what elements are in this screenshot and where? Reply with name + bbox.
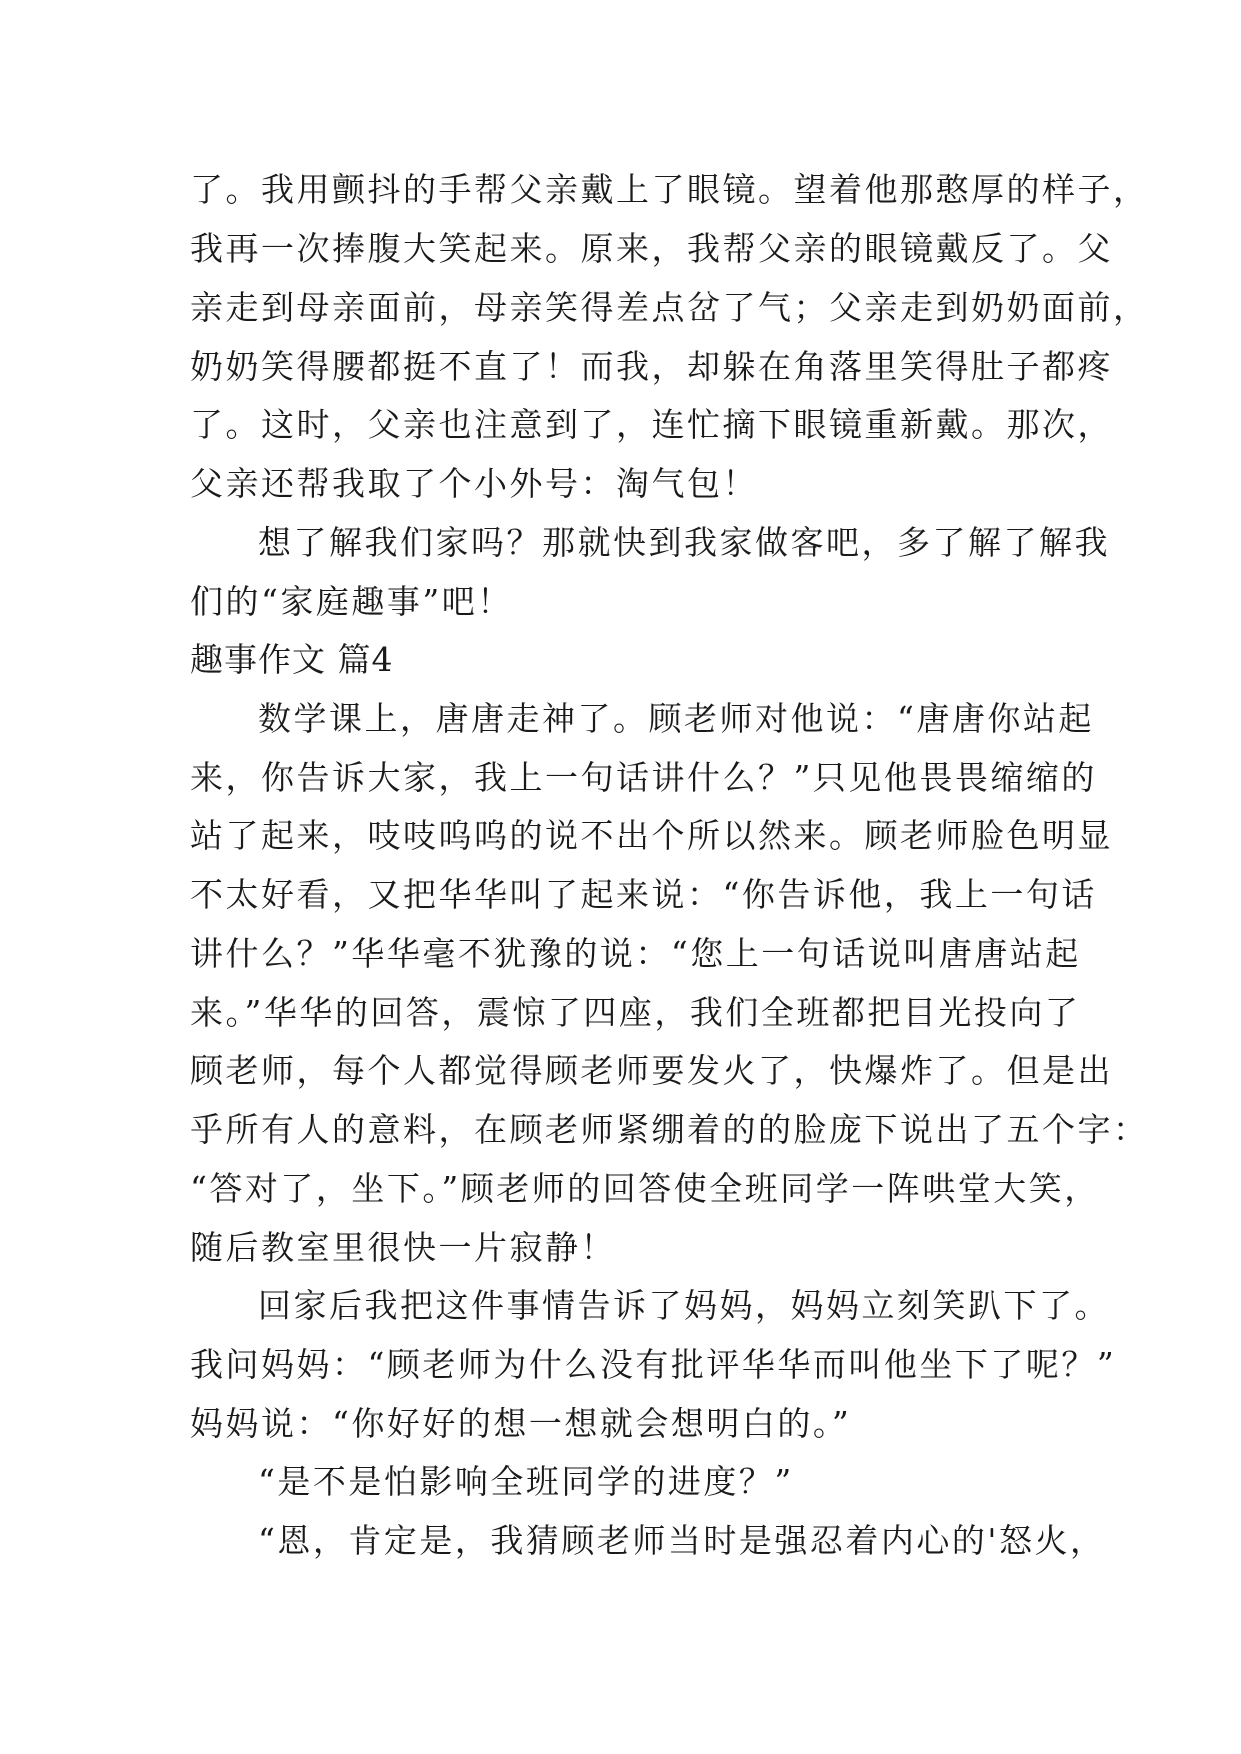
- text-line: 我问妈妈：“顾老师为什么没有批评华华而叫他坐下了呢？”: [190, 1345, 1117, 1384]
- text-line: 顾老师，每个人都觉得顾老师要发火了，快爆炸了。但是出: [190, 1051, 1113, 1090]
- text-line: 站了起来，吱吱呜呜的说不出个所以然来。顾老师脸色明显: [190, 816, 1113, 855]
- paragraph-start-line: 想了解我们家吗？那就快到我家做客吧，多了解了解我: [258, 523, 1110, 562]
- text-line: 来，你告诉大家，我上一句话讲什么？”只见他畏畏缩缩的: [190, 758, 1097, 797]
- text-line: 亲走到母亲面前，母亲笑得差点岔了气；父亲走到奶奶面前，: [190, 288, 1149, 327]
- section-heading: 趣事作文 篇4: [190, 640, 394, 679]
- text-line: 乎所有人的意料，在顾老师紧绷着的的脸庞下说出了五个字：: [190, 1110, 1149, 1149]
- text-line: 们的“家庭趣事”吧！: [190, 582, 513, 621]
- text-line: 了。这时，父亲也注意到了，连忙摘下眼镜重新戴。那次，: [190, 405, 1113, 444]
- text-line: 父亲还帮我取了个小外号：淘气包！: [190, 464, 758, 503]
- text-line: 不太好看，又把华华叫了起来说：“你告诉他，我上一句话: [190, 875, 1097, 914]
- text-line: 了。我用颤抖的手帮父亲戴上了眼镜。望着他那憨厚的样子，: [190, 170, 1149, 209]
- text-line: 来。”华华的回答，震惊了四座，我们全班都把目光投向了: [190, 993, 1081, 1032]
- text-line: 讲什么？”华华毫不犹豫的说：“您上一句话说叫唐唐站起: [190, 934, 1081, 973]
- text-line: “答对了，坐下。”顾老师的回答使全班同学一阵哄堂大笑，: [190, 1169, 1100, 1208]
- text-line: 奶奶笑得腰都挺不直了！而我，却躲在角落里笑得肚子都疼: [190, 347, 1113, 386]
- text-line: 妈妈说：“你好好的想一想就会想明白的。”: [190, 1404, 852, 1443]
- paragraph-start-line: 回家后我把这件事情告诉了妈妈，妈妈立刻笑趴下了。: [258, 1286, 1110, 1325]
- text-line: 随后教室里很快一片寂静！: [190, 1228, 616, 1267]
- paragraph-start-line: “恩，肯定是，我猜顾老师当时是强忍着内心的'怒火，: [258, 1521, 1106, 1560]
- paragraph-start-line: 数学课上，唐唐走神了。顾老师对他说：“唐唐你站起: [258, 699, 1094, 738]
- text-line: 我再一次捧腹大笑起来。原来，我帮父亲的眼镜戴反了。父: [190, 229, 1113, 268]
- paragraph-start-line: “是不是怕影响全班同学的进度？”: [258, 1462, 794, 1501]
